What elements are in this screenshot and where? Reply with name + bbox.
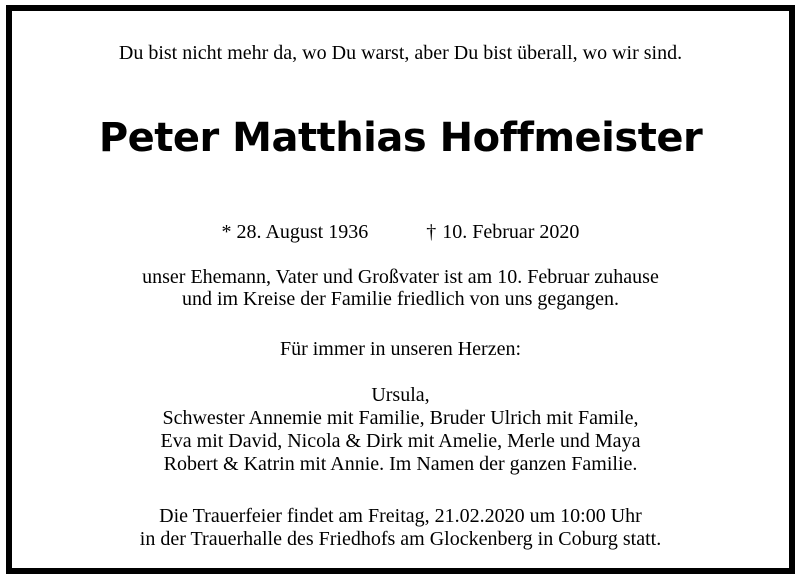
death-date: 10. Februar 2020 (442, 221, 580, 243)
announcement-line: unser Ehemann, Vater und Großvater ist am 10. Februar zuhause (142, 266, 659, 288)
remembrance-line: Für immer in unseren Herzen: (279, 338, 522, 360)
obituary-notice (6, 5, 795, 574)
signatory-line: Robert & Katrin mit Annie. Im Namen der ganzen Familie. (163, 453, 638, 475)
cross-icon: † (426, 221, 437, 243)
life-dates (12, 221, 789, 243)
birth-date: * 28. August 1936 (221, 221, 369, 243)
funeral-info-line: in der Trauerhalle des Friedhofs am Glockenberg in Coburg statt. (139, 528, 662, 550)
deceased-name: Peter Matthias Hoffmeister (98, 115, 703, 161)
funeral-info-line: Die Trauerfeier findet am Freitag, 21.02.2020 um 10:00 Uhr (159, 505, 642, 527)
signatory-line: Ursula, (371, 384, 430, 406)
announcement-line: und im Kreise der Familie friedlich von uns gegangen. (181, 288, 620, 310)
signatory-line: Schwester Annemie mit Familie, Bruder Ulrich mit Famile, (162, 407, 639, 429)
signatory-line: Eva mit David, Nicola & Dirk mit Amelie, Merle und Maya (160, 430, 641, 452)
motto-quote: Du bist nicht mehr da, wo Du warst, aber Du bist überall, wo wir sind. (118, 42, 683, 64)
death-date-group (426, 221, 579, 243)
